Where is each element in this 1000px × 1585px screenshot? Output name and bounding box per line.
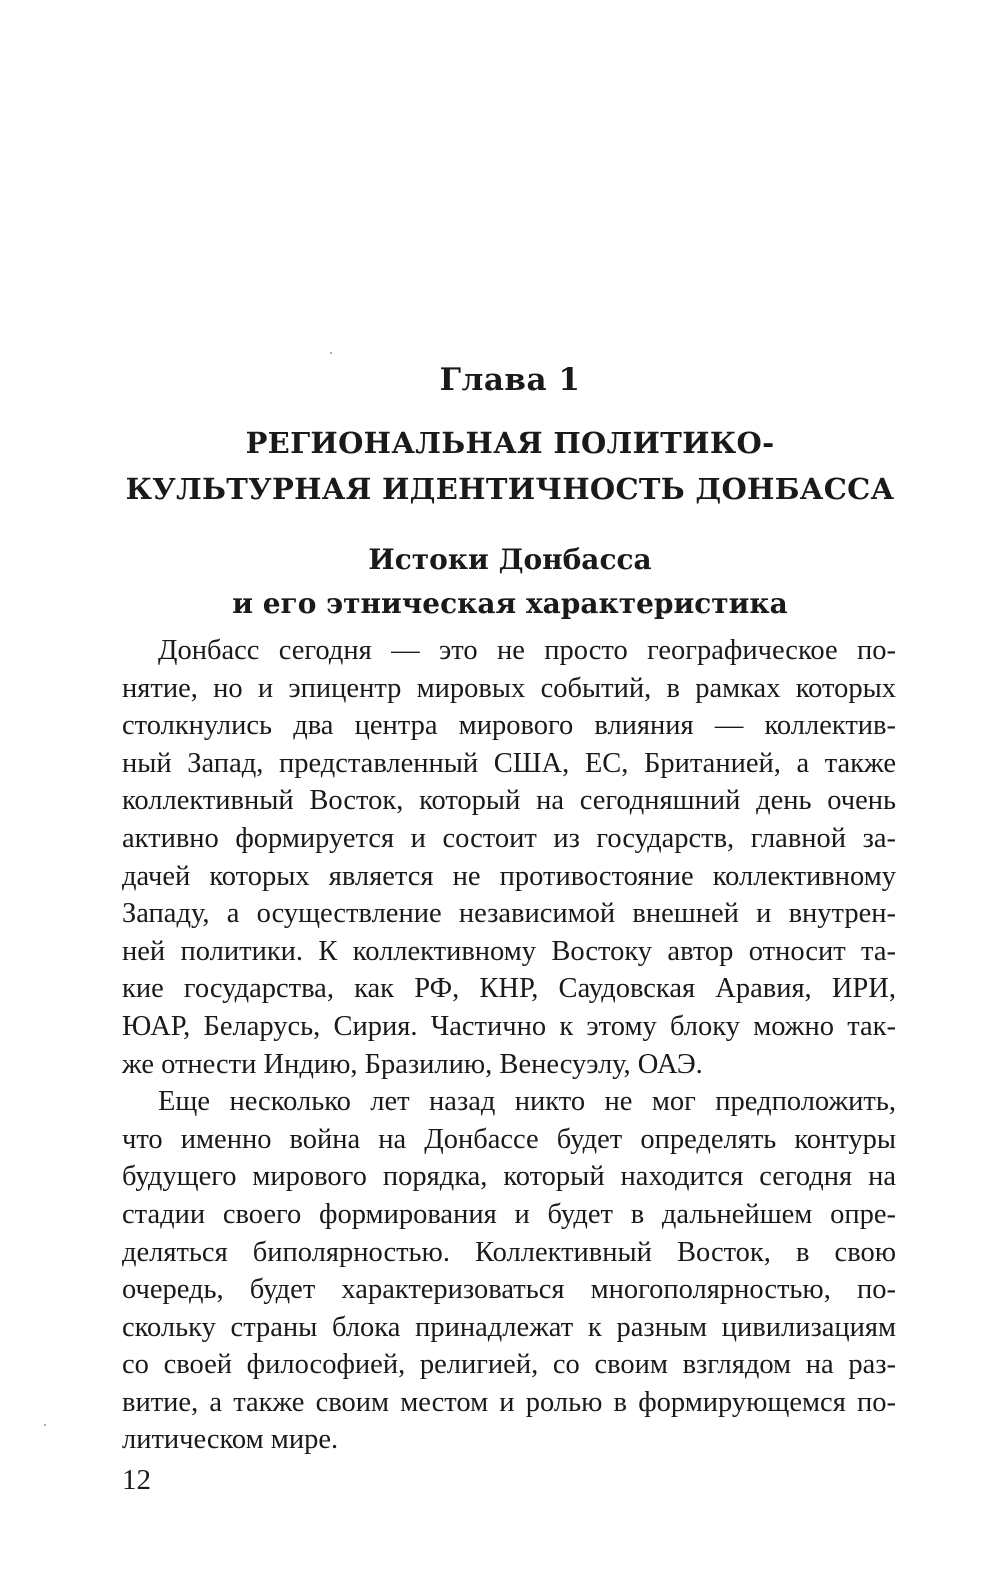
chapter-title: [0, 420, 1000, 512]
text-line: кие государства, как РФ, КНР, Саудовская Аравия, ИРИ,: [122, 973, 896, 1005]
text-line: очередь, будет характеризоваться многополярностью, по-: [122, 1274, 896, 1306]
text-line: активно формируется и состоит из государств, главной за-: [122, 822, 896, 854]
text-line: скольку страны блока принадлежат к разным цивилизациям: [122, 1311, 896, 1343]
paragraph-2: [122, 1083, 896, 1459]
text-line: коллективный Восток, который на сегодняшний день очень: [122, 785, 896, 817]
text-line: что именно война на Донбассе будет определять контуры: [122, 1123, 896, 1155]
text-line: со своей философией, религией, со своим взглядом на раз-: [122, 1349, 896, 1381]
text-line: же отнести Индию, Бразилию, Венесуэлу, ОАЭ.: [122, 1048, 703, 1080]
text-line: будущего мирового порядка, который находится сегодня на: [122, 1161, 896, 1193]
text-line: ЮАР, Беларусь, Сирия. Частично к этому блоку можно так-: [122, 1010, 896, 1042]
text-line: Донбасс сегодня — это не просто географическое по-: [158, 635, 896, 666]
scan-speck: [44, 1424, 46, 1426]
section-title-line-2: и его этническая характеристика: [232, 587, 788, 620]
text-line: дачей которых является не противостояние коллективному: [122, 860, 896, 892]
scan-speck: [330, 352, 332, 354]
body-text: [122, 632, 896, 1459]
section-title-line-1: Истоки Донбасса: [368, 543, 652, 576]
chapter-title-line-2: КУЛЬТУРНАЯ ИДЕНТИЧНОСТЬ ДОНБАССА: [125, 472, 895, 506]
text-line: ней политики. К коллективному Востоку автор относит та-: [122, 935, 896, 967]
text-line: деляться биполярностью. Коллективный Восток, в свою: [122, 1236, 896, 1268]
page-number: 12: [122, 1464, 151, 1496]
text-line: стадии своего формирования и будет в дальнейшем опре-: [122, 1198, 896, 1230]
text-line: ный Запад, представленный США, ЕС, Британией, а также: [122, 747, 896, 779]
text-line: литическом мире.: [122, 1424, 339, 1456]
paragraph-1: [122, 632, 896, 1083]
chapter-title-line-1: РЕГИОНАЛЬНАЯ ПОЛИТИКО-: [245, 426, 775, 460]
text-line: Еще несколько лет назад никто не мог предположить,: [158, 1086, 896, 1118]
text-line: нятие, но и эпицентр мировых событий, в рамках которых: [122, 672, 896, 704]
text-line: столкнулись два центра мирового влияния — коллектив-: [122, 710, 896, 742]
text-line: Западу, а осуществление независимой внешней и внутрен-: [122, 898, 896, 930]
section-title: [0, 538, 1000, 626]
chapter-label: Глава 1: [439, 362, 581, 398]
text-line: витие, а также своим местом и ролью в формирующемся по-: [122, 1386, 896, 1418]
